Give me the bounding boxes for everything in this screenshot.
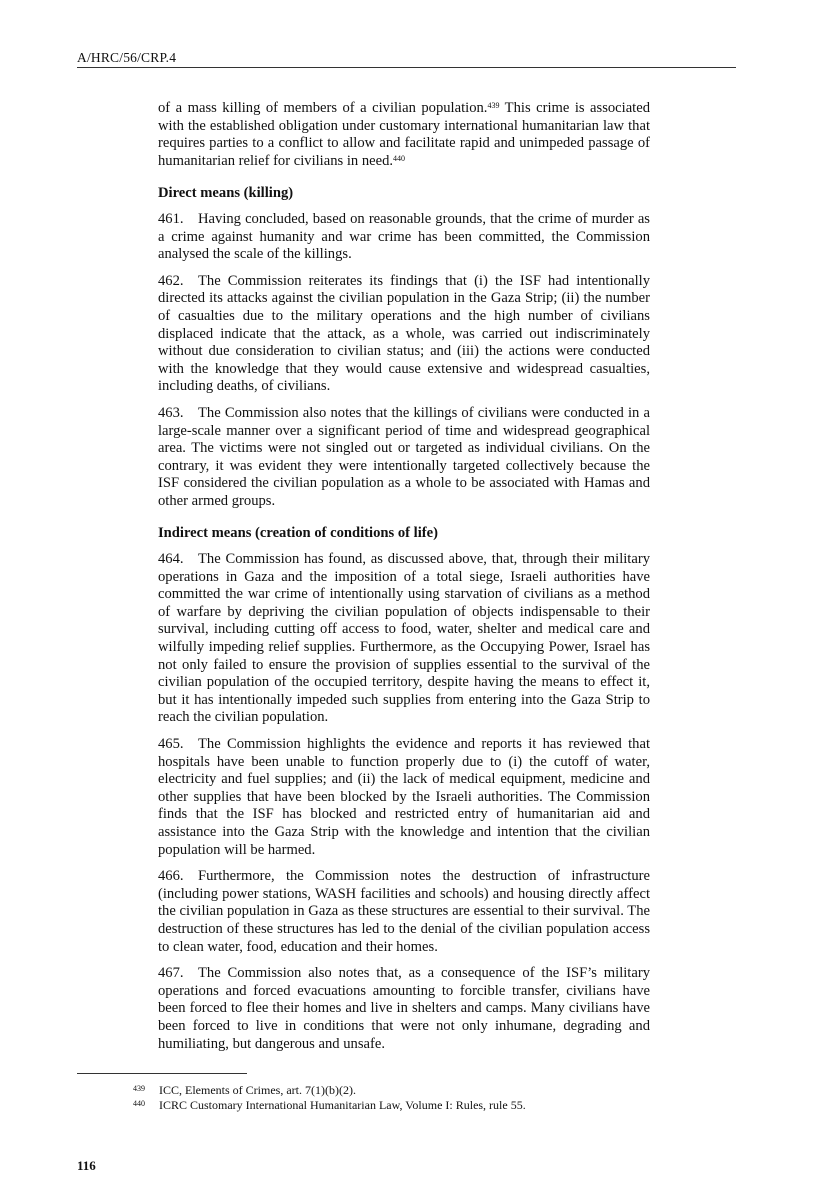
paragraph-text: The Commission highlights the evidence and reports it has reviewed that hospitals have been unable to function properly due to (i) the cutoff of water, electricity and fuel supplies; and (ii) the lack of medical equipment, medicine and other supplies that have been blocked by the Israeli authorities. The Commission finds that the ISF has blocked and restricted entry of humanitarian aid and assistance into the Gaza Strip with the knowledge and intention that the civilian population will be harmed. xyxy=(158,736,650,858)
page-number: 116 xyxy=(77,1158,96,1173)
paragraph-465 xyxy=(158,736,650,859)
paragraph-467 xyxy=(158,965,650,1053)
footnote-ref-439[interactable]: 439 xyxy=(487,101,500,110)
footnote-text: ICC, Elements of Crimes, art. 7(1)(b)(2). xyxy=(159,1083,356,1097)
paragraph-text: Furthermore, the Commission notes the destruction of infrastructure (including power stations, WASH facilities and schools) and housing directly affect the civilian population in Gaza as these structures are essential to their survival. The destruction of these structures has led to the denial of the civilian population access to clean water, food, education and their homes. xyxy=(158,868,650,955)
footnote-440 xyxy=(133,1098,653,1113)
document-symbol: A/HRC/56/CRP.4 xyxy=(77,50,177,65)
header-divider xyxy=(77,67,736,68)
opening-text-a: of a mass killing of members of a civilian population. xyxy=(158,100,488,116)
paragraph-464 xyxy=(158,551,650,727)
heading-indirect-means: Indirect means (creation of conditions of life) xyxy=(158,525,438,542)
footnote-ref-440[interactable]: 440 xyxy=(393,153,406,163)
paragraph-461 xyxy=(158,211,650,264)
paragraph-number: 463. xyxy=(158,404,184,421)
footnotes xyxy=(133,1083,653,1113)
footnote-divider xyxy=(77,1073,247,1074)
paragraph-number: 467. xyxy=(158,965,184,982)
paragraph-text: The Commission also notes that, as a consequence of the ISF’s military operations and forced evacuations amounting to forcible transfer, civilians have been forced to flee their homes and live in shelters and camps. Many civilians have been forced to live in conditions that were not only inhumane, degrading and humiliating, but dangerous and unsafe. xyxy=(158,965,650,1052)
footnote-text: ICRC Customary International Humanitarian Law, Volume I: Rules, rule 55. xyxy=(159,1098,526,1112)
paragraph-number: 465. xyxy=(158,736,184,752)
paragraph-number: 461. xyxy=(158,210,184,227)
paragraph-text: The Commission also notes that the killings of civilians were conducted in a large-scale manner over a significant period of time and widespread geographical area. The victims were not singled out or targeted as individual civilians. On the contrary, it was evident they were intentionally targeted collectively because the ISF considered the civilian population as a whole to be associated with Hamas and other armed groups. xyxy=(158,404,650,509)
heading-direct-means: Direct means (killing) xyxy=(158,185,294,202)
paragraph-463 xyxy=(158,405,650,511)
opening-text-b: This crime is associated with the established obligation under customary international humanitarian law that requires parties to a conflict to allow and facilitate rapid and unimpeded passage of humanitarian relief for civilians in need. xyxy=(158,100,651,169)
footnote-439 xyxy=(133,1083,653,1098)
paragraph-text: The Commission reiterates its findings that (i) the ISF had intentionally directed its attacks against the civilian population in the Gaza Strip; (ii) the number of casualties due to the military operations and the high number of civilians displaced indicate that the attack, as a whole, was carried out indiscriminately without due consideration to civilian status; and (iii) the actions were conducted with the knowledge that they would cause extensive and widespread casualties, including deaths, of civilians. xyxy=(158,272,650,395)
footnote-mark: 440 xyxy=(133,1099,145,1108)
paragraph-number: 462. xyxy=(158,272,184,289)
opening-paragraph xyxy=(158,100,650,170)
paragraph-number: 464. xyxy=(158,551,184,568)
document-body xyxy=(158,100,650,1062)
paragraph-text: The Commission has found, as discussed above, that, through their military operations in Gaza and the imposition of a total siege, Israeli authorities have committed the war crime of intentionally using starvation of civilians as a method of warfare by depriving the civilian population of objects indispensable to their survival, including cutting off access to food, water, shelter and medical care and wilfully impeding relief supplies. Furthermore, as the Occupying Power, Israel has not only failed to ensure the provision of supplies essential to the survival of the civilian population of the occupied territory, despite having the means to effect it, but it has intentionally impeded such supplies from entering into the Gaza Strip to reach the civilian population. xyxy=(158,551,650,726)
footnote-mark: 439 xyxy=(133,1084,145,1093)
paragraph-number: 466. xyxy=(158,868,184,885)
paragraph-text: Having concluded, based on reasonable grounds, that the crime of murder as a crime against humanity and war crime has been committed, the Commission analysed the scale of the killings. xyxy=(158,210,650,263)
paragraph-466 xyxy=(158,868,650,956)
paragraph-462 xyxy=(158,273,650,396)
